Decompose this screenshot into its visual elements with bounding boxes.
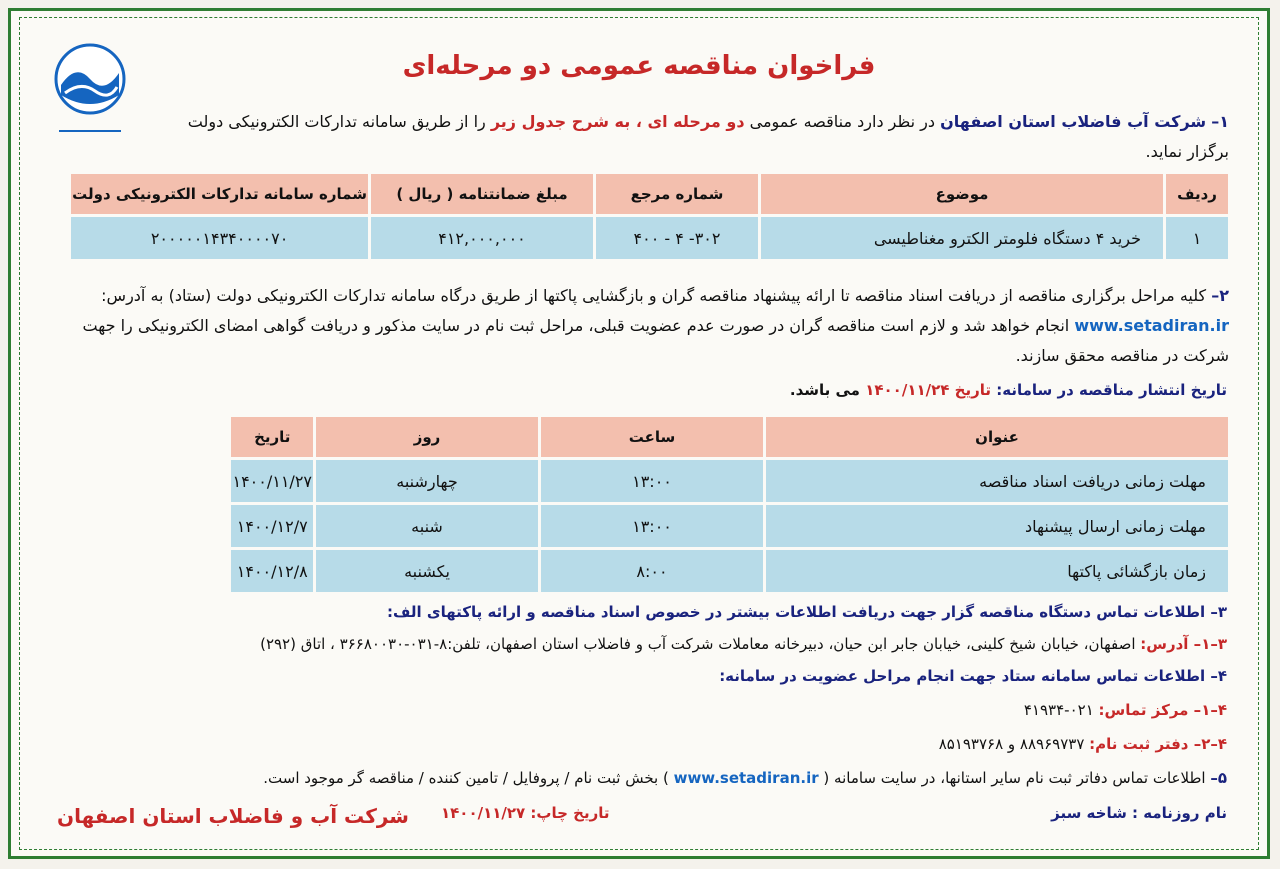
section-5 <box>51 769 1227 787</box>
table-row <box>71 217 1228 259</box>
paragraph-text: ) بخش ثبت نام / پروفایل / تامین کننده / مناقصه گر موجود است. <box>263 769 669 787</box>
table-cell: ۸:۰۰ <box>541 550 763 592</box>
registration-office-numbers: ۸۸۹۶۹۷۳۷ و ۸۵۱۹۳۷۶۸ <box>938 735 1085 753</box>
section-4-2 <box>51 735 1227 753</box>
column-header: موضوع <box>761 174 1163 214</box>
table-cell: خرید ۴ دستگاه فلومتر الکترو مغناطیسی <box>761 217 1163 259</box>
table-cell: ۴۱۲,۰۰۰,۰۰۰ <box>371 217 593 259</box>
table-header-row <box>71 174 1228 214</box>
paragraph-1 <box>161 107 1229 167</box>
table-cell: شنبه <box>316 505 538 547</box>
table-cell: زمان بازگشائی پاکتها <box>766 550 1228 592</box>
highlight-text: دو مرحله ای ، به شرح جدول زیر <box>490 112 745 131</box>
table-cell: ۱۴۰۰/۱۲/۷ <box>231 505 313 547</box>
call-center-label: ۴–۱– مرکز تماس: <box>1098 701 1227 719</box>
section-4-1 <box>51 701 1227 719</box>
address-text: اصفهان، خیابان شیخ کلینی، خیابان جابر ابن حیان، دبیرخانه معاملات شرکت آب و فاضلاب استان اصفهان، تلفن:۸-۰۳۱-۳۶۶۸۰۰۳۰ ، اتاق (۲۹۲) <box>260 635 1136 653</box>
table-cell: مهلت زمانی دریافت اسناد مناقصه <box>766 460 1228 502</box>
notice-page <box>8 8 1270 859</box>
column-header: شماره مرجع <box>596 174 758 214</box>
publish-date-line <box>51 381 1227 399</box>
table-row <box>231 550 1228 592</box>
newspaper-name: نام روزنامه : شاخه سبز <box>1051 804 1227 822</box>
address-label: ۳–۱– آدرس: <box>1140 635 1227 653</box>
publish-tail: می باشد. <box>789 381 860 399</box>
section-4-heading: ۴– اطلاعات تماس سامانه ستاد جهت انجام مراحل عضویت در سامانه: <box>719 667 1227 685</box>
water-company-logo-icon <box>51 33 129 145</box>
paragraph-text: در نظر دارد مناقصه عمومی <box>749 112 935 131</box>
table-header-row <box>231 417 1228 457</box>
paragraph-text: انجام خواهد شد و لازم است مناقصه گران در صورت عدم عضویت قبلی، مراحل ثبت نام در سایت مذکور و دریافت گواهی امضای الکترونیکی را جهت شرکت در مناقصه محقق سازند. <box>82 316 1229 365</box>
table-cell: مهلت زمانی ارسال پیشنهاد <box>766 505 1228 547</box>
table-cell: ۱ <box>1166 217 1228 259</box>
table-row <box>231 460 1228 502</box>
registration-office-label: ۴–۲– دفتر ثبت نام: <box>1089 735 1227 753</box>
section-3-1 <box>51 635 1227 653</box>
section-3-heading: ۳– اطلاعات تماس دستگاه مناقصه گزار جهت دریافت اطلاعات بیشتر در خصوص اسناد مناقصه و ارائه پاکتهای الف: <box>387 603 1227 621</box>
schedule-table <box>228 414 1231 595</box>
column-header: عنوان <box>766 417 1228 457</box>
table-cell: ۳۰۲- ۴ - ۴۰۰ <box>596 217 758 259</box>
table-cell: یکشنبه <box>316 550 538 592</box>
paragraph-text: اطلاعات تماس دفاتر ثبت نام سایر استانها، در سایت سامانه ( <box>823 769 1206 787</box>
company-name: شرکت آب فاضلاب استان اصفهان <box>940 112 1207 131</box>
setadiran-link[interactable]: www.setadiran.ir <box>673 769 819 787</box>
paragraph-text: را از طریق سامانه تدارکات الکترونیکی دولت برگزار نماید. <box>187 112 1229 161</box>
call-center-number: ۰۲۱-۴۱۹۳۴ <box>1023 701 1094 719</box>
setadiran-link[interactable]: www.setadiran.ir <box>1074 316 1229 335</box>
section-number: ۱– <box>1211 112 1229 131</box>
table-cell: ۱۳:۰۰ <box>541 460 763 502</box>
paragraph-2 <box>51 281 1229 371</box>
column-header: ردیف <box>1166 174 1228 214</box>
column-header: شماره سامانه تدارکات الکترونیکی دولت <box>71 174 368 214</box>
page-title: فراخوان مناقصه عمومی دو مرحله‌ای <box>402 51 876 81</box>
paragraph-text: کلیه مراحل برگزاری مناقصه از دریافت اسناد مناقصه تا ارائه پیشنهاد مناقصه گران و بازگشایی پاکتها از طریق درگاه سامانه تدارکات الکترونیکی دولت (ستاد) به آدرس: <box>101 286 1207 305</box>
column-header: تاریخ <box>231 417 313 457</box>
company-signature: شرکت آب و فاضلاب استان اصفهان <box>57 804 409 828</box>
tender-table <box>68 171 1231 262</box>
table-row <box>231 505 1228 547</box>
publish-date: تاریخ ۱۴۰۰/۱۱/۲۴ <box>865 381 991 399</box>
section-number: ۵– <box>1210 769 1227 787</box>
section-number: ۲– <box>1211 286 1229 305</box>
column-header: ساعت <box>541 417 763 457</box>
table-cell: ۱۴۰۰/۱۱/۲۷ <box>231 460 313 502</box>
table-cell: چهارشنبه <box>316 460 538 502</box>
column-header: روز <box>316 417 538 457</box>
table-cell: ۱۳:۰۰ <box>541 505 763 547</box>
table-cell: ۲۰۰۰۰۰۱۴۳۴۰۰۰۰۷۰ <box>71 217 368 259</box>
publish-label: تاریخ انتشار مناقصه در سامانه: <box>996 381 1227 399</box>
column-header: مبلغ ضمانتنامه ( ریال ) <box>371 174 593 214</box>
print-date: تاریخ چاپ: ۱۴۰۰/۱۱/۲۷ <box>441 804 610 822</box>
table-cell: ۱۴۰۰/۱۲/۸ <box>231 550 313 592</box>
